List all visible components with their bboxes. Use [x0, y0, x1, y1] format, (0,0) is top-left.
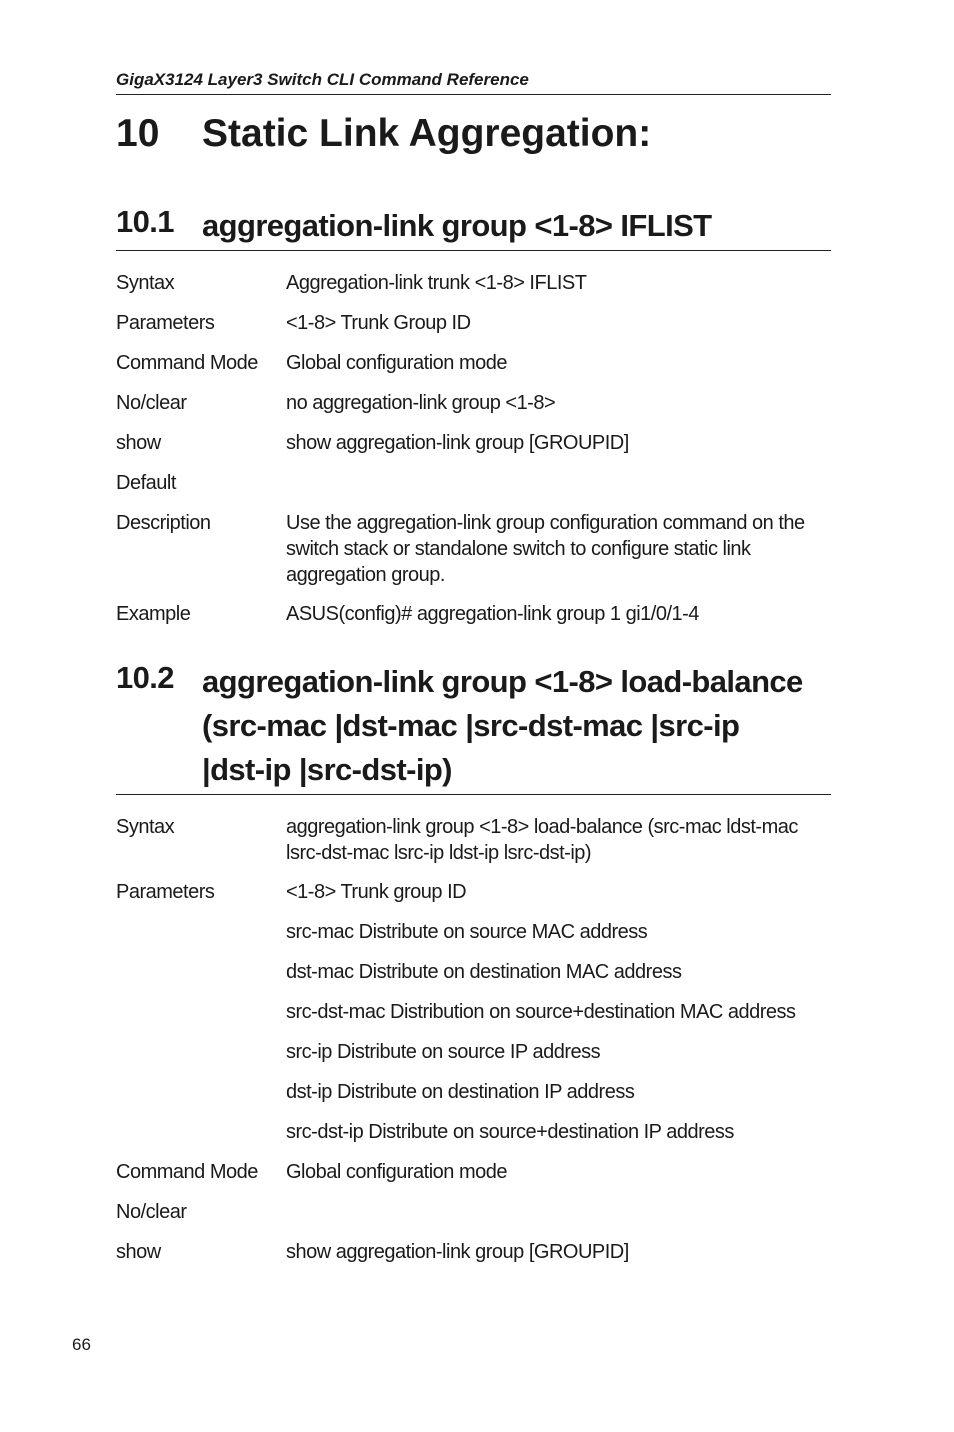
chapter-title	[116, 112, 651, 156]
chapter-title-text: Static Link Aggregation:	[202, 112, 652, 155]
row-no-clear	[116, 1199, 831, 1226]
row-label: Example	[116, 603, 191, 625]
row-label: Command Mode	[116, 1161, 258, 1183]
row-value: Global configuration mode	[286, 1161, 507, 1183]
row-label: No/clear	[116, 1201, 187, 1223]
row-value	[286, 1199, 831, 1225]
section-10-1-table	[116, 270, 831, 641]
row-parameters	[116, 310, 831, 337]
row-value: src-ip Distribute on source IP address	[286, 1041, 601, 1063]
row-command-mode	[116, 350, 831, 377]
section-title-line: aggregation-link group <1-8> load-balance	[202, 664, 803, 699]
row-label: No/clear	[116, 392, 187, 414]
row-show	[116, 430, 831, 457]
section-10-2-table	[116, 814, 831, 1279]
row-label: Default	[116, 472, 176, 494]
row-param-src-ip	[116, 1039, 831, 1066]
section-heading-10-2	[116, 660, 831, 795]
row-parameters	[116, 879, 831, 906]
row-value: <1-8> Trunk group ID	[286, 881, 467, 903]
row-value: Aggregation-link trunk <1-8> IFLIST	[286, 272, 587, 294]
row-label: Parameters	[116, 312, 215, 334]
row-label: show	[116, 432, 161, 454]
row-description	[116, 510, 831, 588]
row-value: ASUS(config)# aggregation-link group 1 gi1/0/1-4	[286, 603, 699, 625]
section-title-line: (src-mac |dst-mac |src-dst-mac |src-ip	[202, 708, 740, 743]
row-param-dst-ip	[116, 1079, 831, 1106]
row-value: aggregation-link group <1-8> load-balance (src-mac ldst-mac lsrc-dst-mac lsrc-ip ldst-ip lsrc-dst-ip)	[286, 816, 798, 864]
row-command-mode	[116, 1159, 831, 1186]
row-label: Command Mode	[116, 352, 258, 374]
row-value: Use the aggregation-link group configuration command on the switch stack or standalone switch to configure static link aggregation group.	[286, 512, 805, 586]
row-value: no aggregation-link group <1-8>	[286, 392, 556, 414]
section-heading-10-1	[116, 204, 831, 251]
row-example	[116, 601, 831, 628]
row-label: Parameters	[116, 881, 215, 903]
row-label: Syntax	[116, 816, 175, 838]
row-param-src-dst-mac	[116, 999, 831, 1026]
row-value: dst-mac Distribute on destination MAC address	[286, 961, 682, 983]
section-title-line: |dst-ip |src-dst-ip)	[202, 752, 452, 787]
page-number: 66	[72, 1335, 91, 1354]
row-show	[116, 1239, 831, 1266]
row-value: <1-8> Trunk Group ID	[286, 312, 471, 334]
row-syntax	[116, 270, 831, 297]
row-label: Description	[116, 512, 211, 534]
chapter-number: 10	[116, 112, 160, 155]
row-param-dst-mac	[116, 959, 831, 986]
row-value: dst-ip Distribute on destination IP address	[286, 1081, 635, 1103]
row-value: src-mac Distribute on source MAC address	[286, 921, 648, 943]
section-number: 10.1	[116, 204, 174, 239]
row-value: show aggregation-link group [GROUPID]	[286, 432, 629, 454]
row-default	[116, 470, 831, 497]
row-value	[286, 470, 831, 496]
row-param-src-mac	[116, 919, 831, 946]
section-title: aggregation-link group <1-8> IFLIST	[202, 208, 712, 243]
row-value: src-dst-mac Distribution on source+destination MAC address	[286, 1001, 796, 1023]
row-syntax	[116, 814, 831, 866]
row-label: show	[116, 1241, 161, 1263]
row-label: Syntax	[116, 272, 175, 294]
row-value: show aggregation-link group [GROUPID]	[286, 1241, 629, 1263]
row-no-clear	[116, 390, 831, 417]
running-header: GigaX3124 Layer3 Switch CLI Command Reference	[116, 70, 831, 95]
row-value: src-dst-ip Distribute on source+destination IP address	[286, 1121, 734, 1143]
row-value: Global configuration mode	[286, 352, 507, 374]
row-param-src-dst-ip	[116, 1119, 831, 1146]
section-number: 10.2	[116, 660, 174, 695]
